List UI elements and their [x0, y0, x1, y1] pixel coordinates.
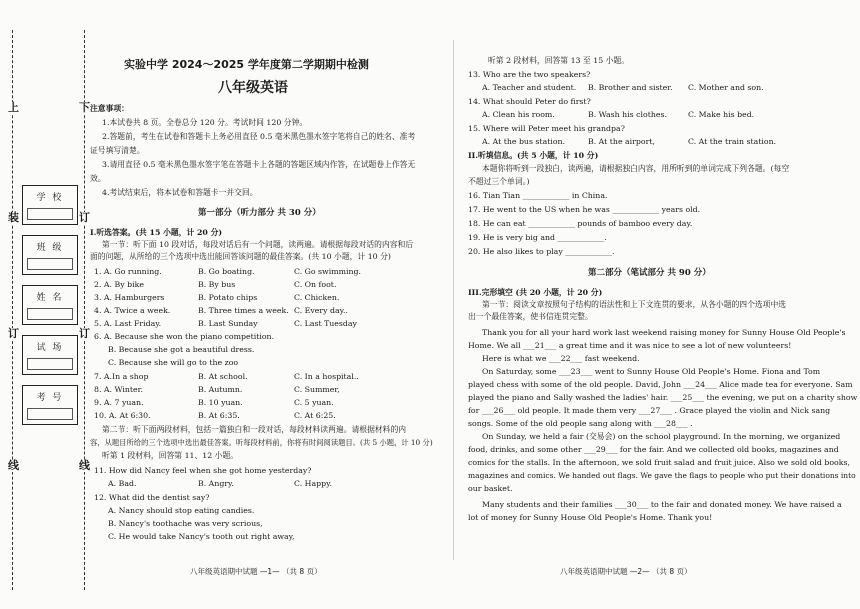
binding-line-right — [84, 30, 85, 590]
passage-line: played the piano and Sally washed the ladies' hair. ___25___ the evening, we put on a charity show — [468, 393, 858, 402]
question-text: 14. What should Peter do first? — [468, 97, 591, 106]
instruction-line: 听第 1 段材料，回答第 11、12 小题。 — [102, 451, 239, 460]
section-heading: I.听选答案。(共 15 小题，计 20 分) — [90, 228, 223, 237]
option: B. Because she got a beautiful dress. — [108, 345, 255, 354]
passage-line: lot of money for Sunny House Old People's Home. Thank you! — [468, 513, 713, 522]
option: A. Clean his room. — [482, 110, 555, 119]
option: C. On foot. — [294, 280, 337, 289]
option: A. Teacher and student. — [482, 83, 577, 92]
option: C. Summer, — [294, 385, 340, 394]
question-text: 12. What did the dentist say? — [94, 493, 210, 502]
passage-line: played chess with some of the old people. David, John ___24___ Alice made tea for everyone. Sam — [468, 380, 853, 389]
fill-blank-line: 20. He also likes to play ____________. — [468, 247, 615, 256]
name-field[interactable] — [22, 285, 78, 325]
field-label: 班 级 — [36, 243, 64, 253]
passage-line: for ___26___ old people. It made them very ___27___ . Grace played the violin and Nick sang — [468, 406, 831, 415]
option: B. Last Sunday — [198, 319, 258, 328]
passage-line: On Sunday, we held a fair (交易会) on the school playground. In the morning, we organized — [482, 432, 841, 441]
section-heading: III.完形填空 (共 20 小题，计 20 分) — [468, 288, 603, 297]
option: C. Because she will go to the zoo — [108, 358, 239, 367]
option: A. Nancy should stop eating candies. — [108, 506, 255, 515]
question-text: 13. Who are the two speakers? — [468, 70, 591, 79]
binding-label: 订 — [79, 211, 90, 224]
option: B. Wash his clothes. — [588, 110, 667, 119]
instruction-line: 本题你将听到一段独白，读两遍，请根据独白内容，用所听到的单词完成下列各题。(每空 — [482, 164, 790, 173]
question-text: 11. How did Nancy feel when she got home yesterday? — [94, 466, 312, 475]
instruction-line: 第二节：听下面两段材料，包括一篇独白和一段对话，每段材料读两遍。请根据材料的内 — [102, 425, 407, 434]
part-heading: 第二部分（笔试部分 共 90 分） — [588, 268, 711, 278]
option: C. Mother and son. — [688, 83, 764, 92]
part-heading: 第一部分（听力部分 共 30 分） — [198, 208, 321, 218]
binding-label: 下 — [79, 101, 90, 114]
option: C. Go swimming. — [294, 267, 361, 276]
option: B. Go boating. — [198, 267, 255, 276]
option: 7. A.In a shop — [94, 372, 149, 381]
passage-line: comics for the stalls. In the afternoon, we sold fruit salad and fruit juice. Also we sold old books, — [468, 458, 850, 467]
passage-line: food, drinks, and some other ___29___ for the fair. And we collected old books, magazines and — [468, 445, 839, 454]
field-label: 考 号 — [36, 393, 64, 403]
option: B. At the airport, — [588, 137, 655, 146]
option: C. Every day.. — [294, 306, 348, 315]
notice-line: 1.本试卷共 8 页。全卷总分 120 分。考试时间 120 分钟。 — [102, 118, 308, 127]
instruction-line: 面的问题，从所给的三个选项中选出能回答该问题的最佳答案。(共 10 小题，计 10 分) — [90, 252, 391, 261]
option: A. Bad. — [108, 479, 137, 488]
option: B. Potato chips — [198, 293, 258, 302]
field-label: 试 场 — [36, 343, 64, 353]
option: 2. A. By bike — [94, 280, 144, 289]
question-text: 15. Where will Peter meet his grandpa? — [468, 124, 625, 133]
notice-line: 2.答题前，考生在试卷和答题卡上务必用直径 0.5 毫米黑色墨水签字笔将自己的姓名、准考 — [102, 132, 416, 141]
binding-label: 线 — [8, 459, 19, 472]
option: C. In a hospital.. — [294, 372, 359, 381]
notice-line: 证号填写清楚。 — [90, 146, 145, 155]
notice-heading: 注意事项： — [90, 104, 129, 113]
option: C. At the train station. — [688, 137, 777, 146]
exam-subject: 八年级英语 — [218, 80, 288, 96]
binding-label: 装 — [8, 211, 19, 224]
option: B. Angry. — [198, 479, 234, 488]
page-divider — [453, 40, 454, 560]
notice-line: 4.考试结束后，将本试卷和答题卡一并交回。 — [102, 188, 258, 197]
fill-blank-line: 17. He went to the US when he was ____________ years old. — [468, 205, 701, 214]
passage-line: Thank you for all your hard work last weekend raising money for Sunny House Old People's — [482, 328, 846, 337]
option: B. 10 yuan. — [198, 398, 243, 407]
option: B. By bus — [198, 280, 236, 289]
field-label: 姓 名 — [36, 293, 64, 303]
fill-blank-line: 18. He can eat ____________ pounds of bamboo every day. — [468, 219, 693, 228]
instruction-line: 出一个最佳答案，使书信连贯完整。 — [468, 312, 593, 321]
field-label: 学 校 — [36, 193, 64, 203]
binding-label: 上 — [8, 101, 19, 114]
notice-line: 效。 — [90, 174, 106, 183]
binding-label: 订 — [8, 327, 19, 340]
instruction-line: 容，从题目所给的三个选项中选出最佳答案。听每段材料前，你将有时间阅读题目。(共 5 小题，计 10 分) — [90, 438, 433, 447]
section-heading: II.听填信息。(共 5 小题，计 10 分) — [468, 151, 599, 160]
passage-line: Many students and their families ___30___ to the fair and donated money. We have raised a — [482, 500, 842, 509]
notice-line: 3.请用直径 0.5 毫米黑色墨水签字笔在答题卡上各题的答题区域内作答，在试题卷上作答无 — [102, 160, 416, 169]
school-field[interactable] — [22, 185, 78, 225]
option: 9. A. 7 yuan. — [94, 398, 144, 407]
option: 5. A. Last Friday. — [94, 319, 162, 328]
binding-strip — [8, 30, 88, 590]
binding-label: 线 — [79, 459, 90, 472]
fill-blank-line: 16. Tian Tian ____________ in China. — [468, 191, 608, 200]
option: B. Three times a week. — [198, 306, 289, 315]
passage-line: songs. Some of the old people sang along with ___28___ . — [468, 419, 693, 428]
instruction-line: 第一节：阅读文章按照句子结构的语法性和上下文连贯的要求，从各小题的四个选项中选 — [482, 300, 787, 309]
passage-line: Here is what we ___22___ fast weekend. — [482, 354, 640, 363]
option: B. Nancy's toothache was very scrious, — [108, 519, 263, 528]
instruction-line: 第一节：听下面 10 段对话，每段对话后有一个问题，读两遍。请根据每段对话的内容和后 — [102, 240, 414, 249]
fill-blank-line: 19. He is very big and ____________. — [468, 233, 607, 242]
option: 4. A. Twice a week. — [94, 306, 171, 315]
passage-line: On Saturday, some ___23___ went to Sunny House Old People's Home. Fiona and Tom — [482, 367, 821, 376]
option: 8. A. Winter. — [94, 385, 143, 394]
binding-label: 订 — [79, 327, 90, 340]
option: B. At school. — [198, 372, 248, 381]
class-field[interactable] — [22, 235, 78, 275]
option: 6. A. Because she won the piano competition. — [94, 332, 275, 341]
option: B. Autumn. — [198, 385, 243, 394]
option: C. He would take Nancy's tooth out right away, — [108, 532, 295, 541]
option: C. Make his bed. — [688, 110, 755, 119]
instruction-line: 不超过三个单词。) — [468, 177, 530, 186]
option: 1. A. Go running. — [94, 267, 162, 276]
exam-title: 实验中学 2024～2025 学年度第二学期期中检测 — [124, 58, 369, 71]
binding-line-left — [12, 30, 13, 590]
option: C. At 6:25. — [294, 411, 336, 420]
page-footer: 八年级英语期中试题 —2— （共 8 页） — [560, 567, 692, 576]
passage-line: Home. We all ___21___ a great time and it was nice to see a lot of new volunteers! — [468, 341, 792, 350]
option: C. Happy. — [294, 479, 332, 488]
page-footer: 八年级英语期中试题 —1— （共 8 页） — [190, 567, 322, 576]
passage-line: our basket. — [468, 484, 513, 493]
option: B. At 6:35. — [198, 411, 240, 420]
exam-number-field[interactable] — [22, 385, 78, 425]
exam-room-field[interactable] — [22, 335, 78, 375]
option: C. Last Tuesday — [294, 319, 357, 328]
option: A. At the bus station. — [482, 137, 566, 146]
option: 10. A. At 6:30. — [94, 411, 151, 420]
option: B. Brother and sister. — [588, 83, 673, 92]
option: C. Chicken. — [294, 293, 340, 302]
option: 3. A. Hamburgers — [94, 293, 165, 302]
option: C. 5 yuan. — [294, 398, 334, 407]
passage-line: magazines and comics. We handed out flags. We gave the flags to people who put their donations into — [468, 471, 856, 480]
instruction-line: 听第 2 段材料，回答第 13 至 15 小题。 — [488, 56, 630, 65]
